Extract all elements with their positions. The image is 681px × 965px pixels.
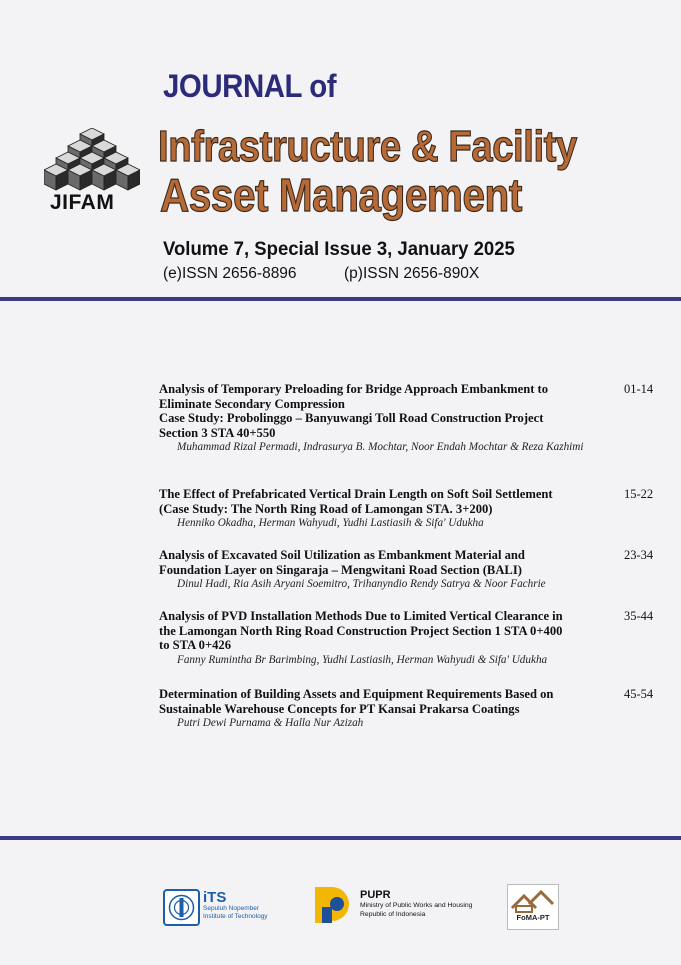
volume-issue: Volume 7, Special Issue 3, January 2025	[163, 238, 515, 260]
article-entry-3[interactable]	[159, 548, 654, 592]
article-authors: Henniko Okadha, Herman Wahyudi, Yudhi Lastiasih & Sifa' Udukha	[177, 517, 484, 529]
article-title: Determination of Building Assets and Equipment Requirements Based on Sustainable Warehouse Concepts for PT Kansai Prakarsa Coatings	[159, 687, 554, 716]
its-logo-text	[203, 890, 268, 920]
article-title: Analysis of PVD Installation Methods Due to Limited Vertical Clearance in the Lamongan North Ring Road Construction Project Section 1 STA 0+400 to STA 0+426	[159, 609, 563, 652]
foma-house-icon	[507, 884, 559, 930]
article-pages: 45-54	[624, 687, 654, 701]
article-authors: Muhammad Rizal Permadi, Indrasurya B. Mochtar, Noor Endah Mochtar & Reza Kazhimi	[177, 441, 584, 453]
article-entry-4[interactable]	[159, 609, 654, 667]
jifam-cube-logo	[44, 128, 140, 192]
article-entry-1[interactable]	[159, 382, 654, 455]
pupr-subtitle-2: Republic of Indonesia	[360, 910, 426, 918]
article-authors: Dinul Hadi, Ria Asih Aryani Soemitro, Trihanyndio Rendy Satrya & Noor Fachrie	[177, 578, 546, 590]
article-authors: Fanny Rumintha Br Barimbing, Yudhi Lastiasih, Herman Wahyudi & Sifa' Udukha	[177, 653, 548, 666]
article-pages: 15-22	[624, 487, 654, 501]
article-pages: 23-34	[624, 548, 654, 562]
its-subtitle-2: Institute of Technology	[203, 912, 268, 920]
foma-label: FoMA-PT	[516, 913, 550, 922]
journal-title-line1: Infrastructure & Facility	[158, 122, 577, 171]
its-emblem-icon	[163, 889, 200, 926]
article-title: Analysis of Temporary Preloading for Bridge Approach Embankment to Eliminate Secondary Compression Case Study: Probolinggo – Banyuwangi Toll Road Construction Project Section 3 STA 40+550	[159, 382, 549, 440]
journal-title-line2: Asset Management	[160, 169, 522, 221]
jifam-logo-text: JIFAM	[50, 191, 115, 214]
article-entry-2[interactable]	[159, 487, 654, 531]
article-title: Analysis of Excavated Soil Utilization as Embankment Material and Foundation Layer on Singaraja – Mengwitani Road Section (BALI)	[159, 548, 525, 577]
pupr-emblem-icon	[313, 885, 353, 925]
issn-electronic: (e)ISSN 2656-8896	[163, 265, 297, 282]
its-subtitle-1: Sepuluh Nopember	[203, 905, 260, 912]
journal-of-label: JOURNAL of	[163, 68, 337, 104]
bottom-divider	[0, 836, 681, 840]
pupr-logo-text	[360, 889, 472, 919]
issn-print: (p)ISSN 2656-890X	[344, 265, 480, 282]
article-pages: 01-14	[624, 382, 654, 396]
article-pages: 35-44	[624, 609, 654, 623]
article-authors: Putri Dewi Purnama & Halla Nur Azizah	[177, 717, 364, 729]
pupr-subtitle-1: Ministry of Public Works and Housing	[360, 902, 473, 909]
pupr-name: PUPR	[360, 889, 391, 901]
its-name: iTS	[203, 889, 227, 906]
article-title: The Effect of Prefabricated Vertical Drain Length on Soft Soil Settlement (Case Study: The North Ring Road of Lamongan STA. 3+200)	[159, 487, 553, 516]
article-entry-5[interactable]	[159, 687, 654, 731]
top-divider	[0, 297, 681, 301]
